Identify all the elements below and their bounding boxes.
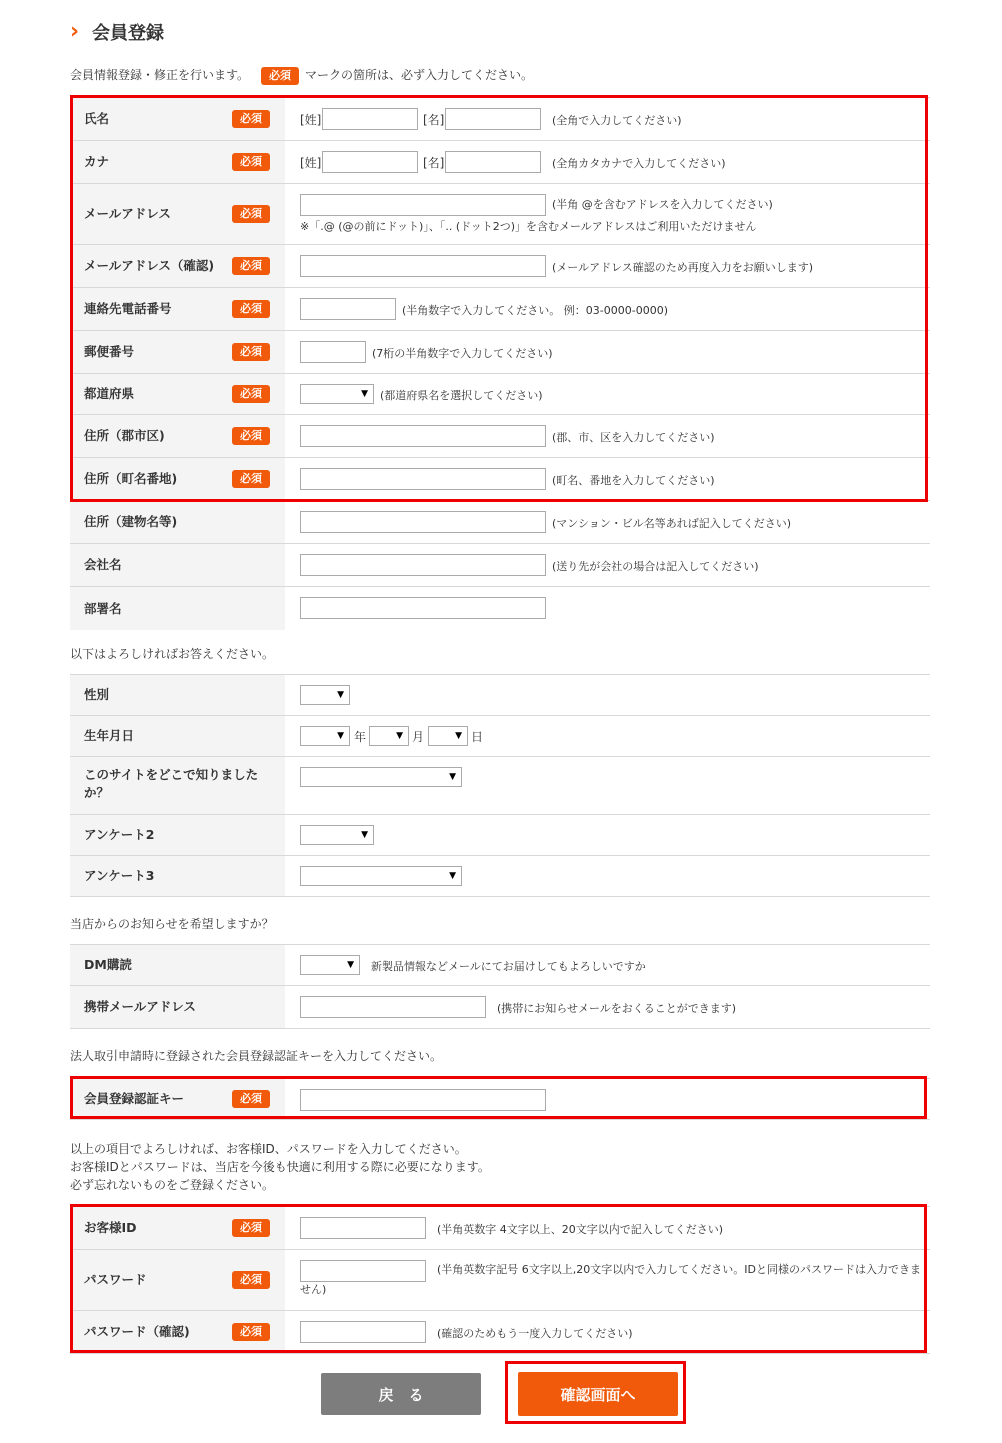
row-email-confirm <box>70 245 930 288</box>
addr3-hint: (マンション・ビル名等あれば記入してください) <box>552 517 792 530</box>
day-label: 日 <box>471 730 484 744</box>
email-confirm-label: メールアドレス（確認) <box>84 258 215 273</box>
confirm-button[interactable]: 確認画面へ <box>518 1372 678 1416</box>
addr1-hint: (郡、市、区を入力してください) <box>552 431 715 444</box>
row-company <box>70 544 930 587</box>
source-label: このサイトをどこで知りましたか？ <box>84 767 259 800</box>
kana-sei-input[interactable] <box>322 151 418 173</box>
row-kana <box>70 141 930 184</box>
intro-text-before: 会員情報登録・修正を行います。 <box>70 68 250 82</box>
row-addr2 <box>70 458 930 501</box>
q3-label: アンケート3 <box>84 868 155 883</box>
optional-note: 以下はよろしければお答えください。 <box>70 647 275 661</box>
back-button[interactable]: 戻 る <box>321 1373 481 1415</box>
authkey-input[interactable] <box>300 1089 546 1111</box>
birth-year-select[interactable]: ▼ <box>300 726 350 746</box>
month-label: 月 <box>412 730 425 744</box>
row-password <box>70 1250 930 1311</box>
birth-month-select[interactable]: ▼ <box>369 726 409 746</box>
member-info-table <box>70 97 930 630</box>
email-warning: ※「.@ (@の前にドット)」、「.. (ドット2つ)」を含むメールアドレスはご利用いただけません <box>300 220 757 233</box>
addr3-label: 住所（建物名等) <box>84 514 178 529</box>
dept-label: 部署名 <box>84 600 122 616</box>
page-title: 会員登録 <box>92 23 164 44</box>
account-note-1: 以上の項目でよろしければ、お客様ID、パスワードを入力してください。 <box>70 1142 467 1156</box>
required-badge: 必須 <box>232 427 270 445</box>
row-dm <box>70 945 930 986</box>
addr2-input[interactable] <box>300 468 546 490</box>
addr1-label: 住所（郡市区) <box>84 428 165 443</box>
row-q3 <box>70 856 930 897</box>
row-userid <box>70 1207 930 1250</box>
account-note-2: お客様IDとパスワードは、当店を今後も快適に利用する際に必要になります。 <box>70 1160 490 1174</box>
zip-label: 郵便番号 <box>84 344 135 359</box>
intro-note <box>70 66 533 85</box>
addr3-input[interactable] <box>300 511 546 533</box>
mobile-email-input[interactable] <box>300 996 486 1018</box>
name-label: 氏名 <box>84 111 110 126</box>
password-hint: (半角英数字記号 6文字以上,20文字以内で入力してください。IDと同様のパスワードは入力できません) <box>300 1263 921 1296</box>
q2-select[interactable]: ▼ <box>300 825 374 845</box>
dm-select[interactable]: ▼ <box>300 955 360 975</box>
phone-label: 連絡先電話番号 <box>84 301 172 316</box>
row-gender <box>70 675 930 716</box>
row-phone <box>70 288 930 331</box>
addr2-hint: (町名、番地を入力してください) <box>552 474 715 487</box>
row-mobile <box>70 986 930 1029</box>
name-hint: (全角で入力してください) <box>552 114 682 127</box>
newsletter-table <box>70 944 930 1029</box>
email-input[interactable] <box>300 194 546 216</box>
phone-hint: (半角数字で入力してください。 例：03-0000-0000) <box>402 304 669 317</box>
mobile-hint: (携帯にお知らせメールをおくることができます) <box>497 1002 737 1015</box>
row-email <box>70 184 930 245</box>
row-source <box>70 757 930 815</box>
authkey-note: 法人取引申請時に登録された会員登録認証キーを入力してください。 <box>70 1049 443 1063</box>
required-badge: 必須 <box>232 1219 270 1237</box>
name-sei-input[interactable] <box>322 108 418 130</box>
kana-label: カナ <box>84 154 110 169</box>
required-badge: 必須 <box>232 1271 270 1289</box>
chevron-right-icon: › <box>70 19 80 44</box>
required-badge: 必須 <box>232 343 270 361</box>
kana-mei-input[interactable] <box>445 151 541 173</box>
addr2-label: 住所（町名番地) <box>84 471 178 486</box>
required-badge: 必須 <box>232 300 270 318</box>
survey-table <box>70 674 930 897</box>
email-confirm-hint: (メールアドレス確認のため再度入力をお願いします) <box>552 261 814 274</box>
dm-hint: 新製品情報などメールにてお届けしてもよろしいですか <box>371 960 646 973</box>
email-hint: (半角 @を含むアドレスを入力してください) <box>552 198 773 211</box>
company-hint: (送り先が会社の場合は記入してください) <box>552 560 759 573</box>
kana-hint: (全角カタカナで入力してください) <box>552 157 726 170</box>
account-table <box>70 1206 930 1354</box>
dept-input[interactable] <box>300 597 546 619</box>
required-badge: 必須 <box>232 110 270 128</box>
sei-label: [姓] <box>300 113 322 127</box>
userid-input[interactable] <box>300 1217 426 1239</box>
phone-input[interactable] <box>300 298 396 320</box>
required-badge: 必須 <box>232 257 270 275</box>
password-label: パスワード <box>84 1272 147 1287</box>
authkey-label: 会員登録認証キー <box>84 1091 185 1106</box>
required-badge: 必須 <box>261 67 299 85</box>
account-note-3: 必ず忘れないものをご登録ください。 <box>70 1178 275 1192</box>
email-label: メールアドレス <box>84 206 171 221</box>
pref-hint: (都道府県名を選択してください) <box>380 389 543 402</box>
year-label: 年 <box>354 730 367 744</box>
required-badge: 必須 <box>232 205 270 223</box>
gender-select[interactable]: ▼ <box>300 685 350 705</box>
row-q2 <box>70 815 930 856</box>
row-name <box>70 98 930 141</box>
password-confirm-hint: (確認のためもう一度入力してください) <box>437 1327 633 1340</box>
mei-label: [名] <box>423 156 445 170</box>
q2-label: アンケート2 <box>84 827 155 842</box>
required-badge: 必須 <box>232 470 270 488</box>
source-select[interactable]: ▼ <box>300 767 462 787</box>
page-header <box>70 18 164 46</box>
password-confirm-input[interactable] <box>300 1321 426 1343</box>
row-birthday <box>70 716 930 757</box>
row-addr3 <box>70 501 930 544</box>
email-confirm-input[interactable] <box>300 255 546 277</box>
q3-select[interactable]: ▼ <box>300 866 462 886</box>
row-dept <box>70 587 930 630</box>
birth-day-select[interactable]: ▼ <box>428 726 468 746</box>
required-badge: 必須 <box>232 1323 270 1341</box>
zip-input[interactable] <box>300 341 366 363</box>
company-label: 会社名 <box>84 557 122 572</box>
authkey-table <box>70 1078 930 1120</box>
intro-text-after: マークの箇所は、必ず入力してください。 <box>305 68 534 82</box>
userid-label: お客様ID <box>84 1220 137 1235</box>
userid-hint: (半角英数字 4文字以上、20文字以内で記入してください) <box>437 1223 724 1236</box>
row-authkey <box>70 1079 930 1120</box>
name-mei-input[interactable] <box>445 108 541 130</box>
zip-hint: (7桁の半角数字で入力してください) <box>372 347 553 360</box>
required-badge: 必須 <box>232 153 270 171</box>
mobile-label: 携帯メールアドレス <box>84 999 196 1014</box>
newsletter-note: 当店からのお知らせを希望しますか？ <box>70 917 274 931</box>
required-badge: 必須 <box>232 385 270 403</box>
required-badge: 必須 <box>232 1090 270 1108</box>
row-password-confirm <box>70 1311 930 1354</box>
pref-select[interactable]: ▼ <box>300 384 374 404</box>
pref-label: 都道府県 <box>84 386 135 401</box>
row-pref <box>70 374 930 415</box>
mei-label: [名] <box>423 113 445 127</box>
row-zip <box>70 331 930 374</box>
addr1-input[interactable] <box>300 425 546 447</box>
dm-label: DM購読 <box>84 957 132 972</box>
company-input[interactable] <box>300 554 546 576</box>
birthday-label: 生年月日 <box>84 728 135 743</box>
sei-label: [姓] <box>300 156 322 170</box>
row-addr1 <box>70 415 930 458</box>
gender-label: 性別 <box>84 687 110 702</box>
password-confirm-label: パスワード（確認) <box>84 1324 190 1339</box>
